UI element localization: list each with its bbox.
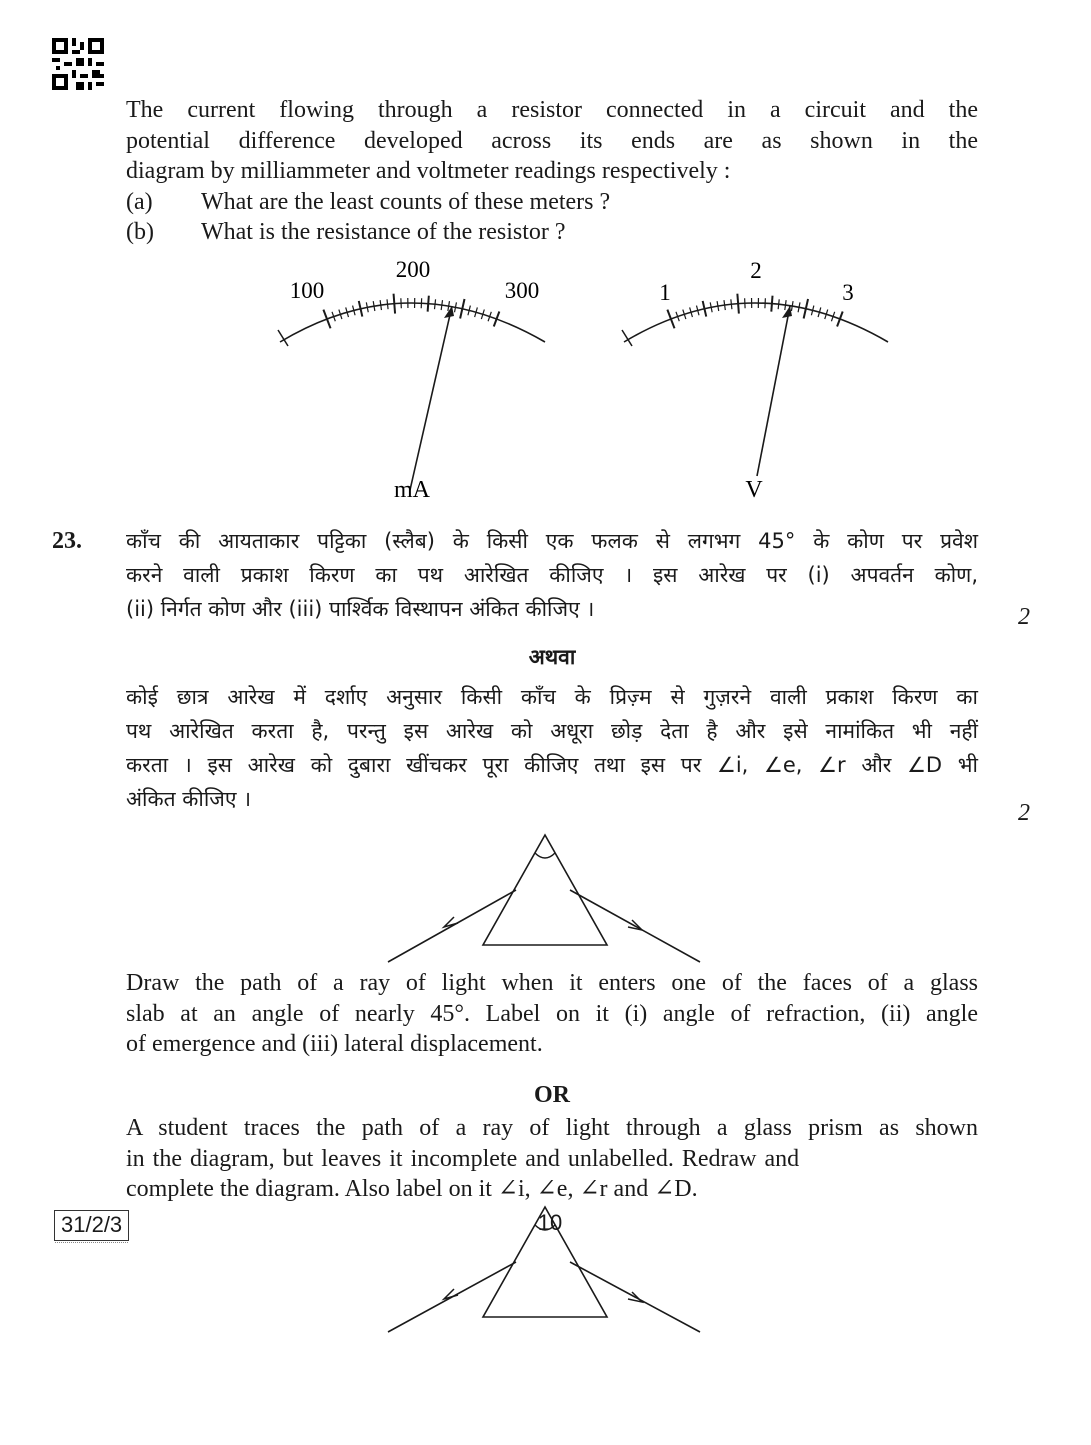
ammeter-tick-8 [380, 300, 381, 310]
emergent-ray-arrow [628, 920, 642, 930]
ammeter-tick-17 [441, 300, 442, 310]
ammeter-unit: mA [394, 477, 430, 503]
page-number: 10 [537, 1210, 563, 1235]
voltmeter-label-2: 2 [750, 258, 762, 283]
marks-first: 2 [1018, 604, 1030, 630]
emergent-ray [570, 1262, 700, 1332]
voltmeter-pointer-arrowhead [782, 306, 792, 318]
english-alt-question [126, 1113, 978, 1205]
voltmeter-tick-10 [737, 294, 739, 314]
voltmeter-label-3: 3 [842, 280, 854, 305]
voltmeter-label-1: 1 [659, 280, 671, 305]
ammeter-tick-9 [387, 299, 388, 309]
prism-triangle [483, 835, 607, 945]
ammeter-label-100: 100 [289, 278, 325, 303]
voltmeter-tick-8 [724, 300, 725, 310]
english-alt-line-1: A student traces the path of a ray of light through a glass prism as shown [126, 1115, 978, 1141]
hindi-alt-line-2: पथ आरेखित करता है, परन्तु इस आरेख को अधूरा छोड़ देता है और इसे नामांकित भी नहीं [126, 719, 978, 743]
hindi-main-line-1: काँच की आयताकार पट्टिका (स्लैब) के किसी एक फलक से लगभग 45° के कोण पर प्रवेश [126, 529, 978, 553]
question-number: 23. [52, 528, 82, 554]
voltmeter-pointer [757, 306, 790, 476]
ammeter-tick-16 [435, 299, 436, 309]
part-b [126, 217, 978, 248]
ammeter-pointer [410, 306, 452, 490]
intro-line-1: The current flowing through a resistor connected in a circuit and the [126, 97, 978, 123]
voltmeter [622, 258, 888, 503]
marks-second: 2 [1018, 800, 1030, 826]
ammeter-label-300: 300 [504, 278, 540, 303]
english-main-line-3: of emergence and (iii) lateral displacement. [126, 1031, 543, 1057]
english-alt-line-3: complete the diagram. Also label on it ∠i, ∠e, ∠r and ∠D. [126, 1176, 698, 1202]
ammeter-tick-10 [394, 294, 396, 314]
ammeter-tick-0 [323, 310, 330, 329]
voltmeter-arc [624, 303, 888, 342]
qr-code-icon [52, 38, 104, 90]
meters-diagram [260, 250, 900, 510]
voltmeter-tick-7 [717, 301, 719, 311]
hindi-main-question [126, 524, 978, 626]
hindi-alt-line-3: करता । इस आरेख को दुबारा खींचकर पूरा कीजिए तथा इस पर ∠i, ∠e, ∠r और ∠D भी [126, 753, 978, 777]
english-main-line-1: Draw the path of a ray of light when it enters one of the faces of a glass [126, 970, 978, 996]
ammeter-label-200: 200 [395, 257, 431, 282]
voltmeter-tick-15 [771, 296, 772, 312]
hindi-main-line-2: करने वाली प्रकाश किरण का पथ आरेखित कीजिए । इस आरेख पर (i) अपवर्तन कोण, [126, 563, 978, 587]
part-a-label: (a) [126, 188, 153, 215]
hindi-main-line-3: (ii) निर्गत कोण और (iii) पार्श्विक विस्थापन अंकित कीजिए । [126, 597, 595, 621]
english-main-line-2: slab at an angle of nearly 45°. Label on it (i) angle of refraction, (ii) angle [126, 1000, 978, 1027]
prism-apex-angle-arc [535, 853, 555, 858]
milliammeter [278, 257, 545, 503]
part-a [126, 187, 978, 218]
hindi-alt-line-4: अंकित कीजिए । [126, 787, 252, 811]
hindi-alt-question [126, 680, 978, 816]
hindi-or: अथवा [528, 645, 576, 669]
ammeter-arc [280, 303, 545, 342]
voltmeter-tick-17 [785, 300, 786, 310]
voltmeter-tick-0 [667, 310, 674, 329]
part-a-text: What are the least counts of these meters ? [201, 188, 611, 215]
incident-ray [388, 890, 516, 962]
intro-line-3: diagram by milliammeter and voltmeter readings respectively : [126, 158, 731, 184]
english-or: OR [534, 1082, 570, 1108]
voltmeter-tick-18 [791, 301, 793, 311]
voltmeter-tick-16 [778, 299, 779, 309]
ammeter-tick-7 [373, 301, 375, 311]
english-alt-line-2: in the diagram, but leaves it incomplete and unlabelled. Redraw and [126, 1145, 800, 1172]
emergent-ray [570, 890, 700, 962]
part-b-text: What is the resistance of the resistor ? [201, 219, 566, 245]
ammeter-pointer-arrowhead [444, 306, 454, 318]
voltmeter-unit: V [745, 477, 763, 503]
voltmeter-tick-9 [731, 299, 732, 309]
part-b-label: (b) [126, 219, 154, 245]
incident-ray-arrow [444, 917, 458, 927]
hindi-alt-line-1: कोई छात्र आरेख में दर्शाए अनुसार किसी काँच के प्रिज़्म से गुज़रने वाली प्रकाश किरण का [126, 685, 978, 709]
question-22-intro [126, 95, 978, 248]
ammeter-tick-18 [448, 301, 450, 311]
prism-diagram-hindi [380, 830, 710, 970]
english-main-question [126, 968, 978, 1060]
ammeter-tick-15 [428, 296, 429, 312]
intro-line-2: potential difference developed across its ends are as shown in the [126, 127, 978, 154]
paper-code: 31/2/3 [54, 1210, 129, 1241]
